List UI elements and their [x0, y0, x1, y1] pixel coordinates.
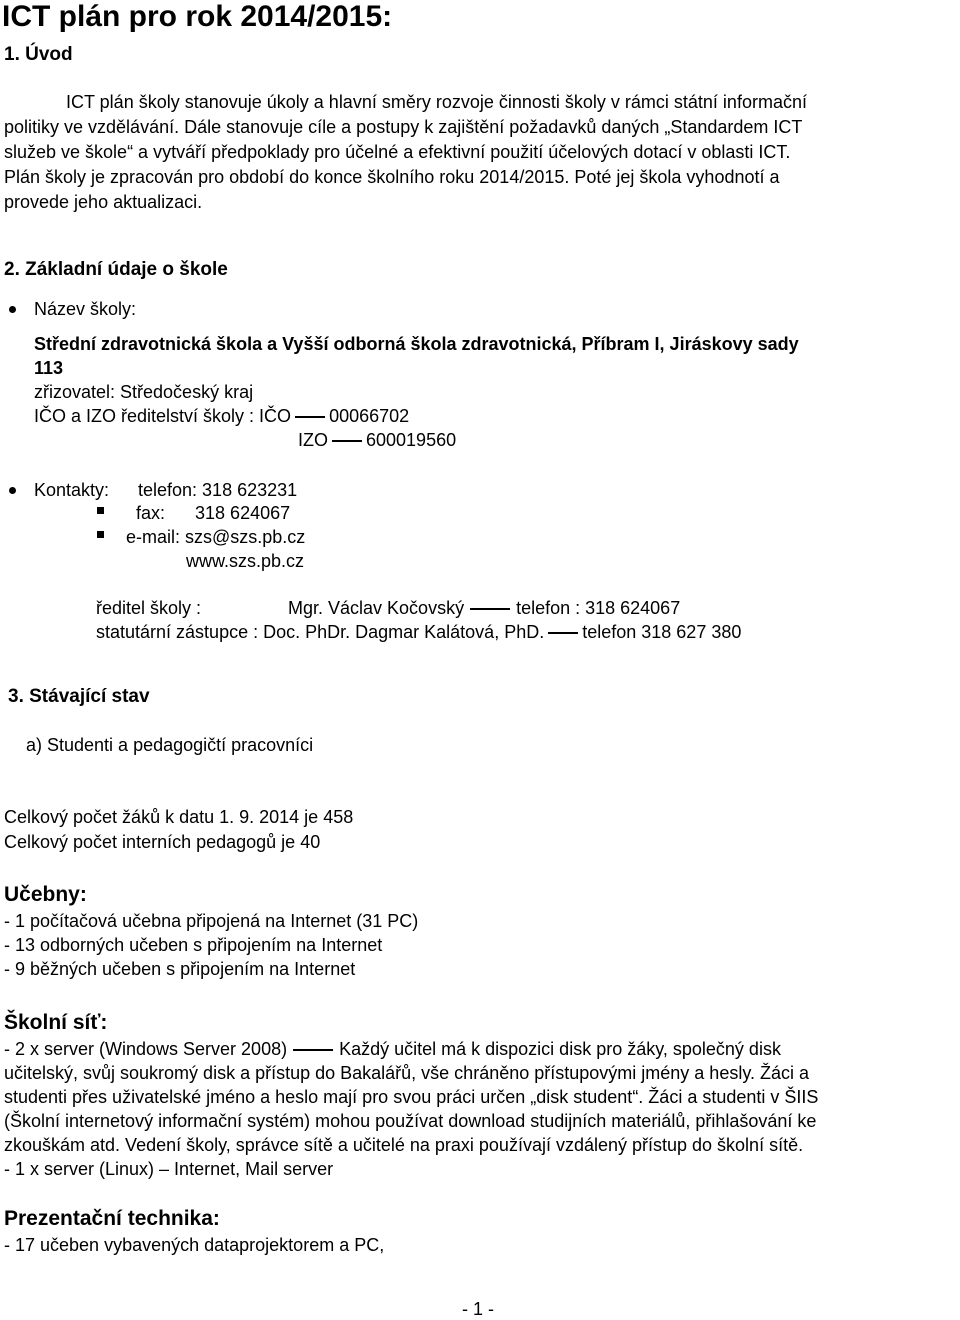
presentation-item-1: - 17 učeben vybavených dataprojektorem a PC, — [4, 1235, 385, 1255]
contact-fax: fax: 318 624067 — [136, 503, 291, 523]
izo-value: 600019560 — [366, 430, 457, 450]
network-line-3: studenti přes uživatelské jméno a heslo mají pro svou práci určen „disk student“. Žáci a studenti v ŠIIS — [4, 1087, 819, 1107]
classrooms-heading: Učebny: — [4, 883, 87, 906]
director-label: ředitel školy : — [96, 598, 202, 618]
square-bullet-icon — [97, 531, 104, 538]
network-server-desc: Každý učitel má k dispozici disk pro žáky, společný disk — [339, 1039, 781, 1059]
square-bullet-icon — [97, 507, 104, 514]
founder: zřizovatel: Středočeský kraj — [34, 382, 254, 402]
network-line-2: učitelský, svůj soukromý disk a přístup do Bakalářů, vše chráněno přístupovými jmény a hesly. Žáci a — [4, 1063, 810, 1083]
student-count: Celkový počet žáků k datu 1. 9. 2014 je 458 — [4, 807, 354, 827]
intro-line-4: Plán školy je zpracován pro období do konce školního roku 2014/2015. Poté jej škola vyhodnotí a — [4, 167, 780, 187]
director-name: Mgr. Václav Kočovský — [288, 598, 465, 618]
teacher-count: Celkový počet interních pedagogů je 40 — [4, 832, 321, 852]
director-row — [288, 597, 680, 619]
section-heading-current-state: 3. Stávající stav — [8, 686, 150, 707]
deputy-name: statutární zástupce : Doc. PhDr. Dagmar Kalátová, PhD. — [96, 622, 545, 642]
izo-row — [298, 429, 456, 451]
presentation-heading: Prezentační technika: — [4, 1207, 220, 1230]
school-name-label: Název školy: — [34, 299, 137, 319]
school-name-line-2: 113 — [34, 358, 64, 378]
intro-line-1: ICT plán školy stanovuje úkoly a hlavní směry rozvoje činnosti školy v rámci státní informační — [66, 92, 807, 112]
section-heading-basic-info: 2. Základní údaje o škole — [4, 259, 228, 280]
network-line-1 — [4, 1038, 781, 1060]
intro-line-2: politiky ve vzdělávání. Dále stanovuje cíle a postupy k zajištění požadavků daných „Standardem ICT — [4, 117, 803, 137]
network-line-6: - 1 x server (Linux) – Internet, Mail server — [4, 1159, 334, 1179]
network-line-4: (Školní internetový informační systém) mohou používat download studijních materiálů, přihlašování ke — [4, 1111, 817, 1131]
contact-email: e-mail: szs@szs.pb.cz — [126, 527, 306, 547]
page-number: - 1 - — [462, 1299, 495, 1319]
dash-separator — [293, 1049, 333, 1051]
classroom-item-2: - 13 odborných učeben s připojením na Internet — [4, 935, 383, 955]
dash-separator — [332, 440, 362, 442]
section-heading-intro: 1. Úvod — [4, 44, 73, 65]
classroom-item-1: - 1 počítačová učebna připojená na Internet (31 PC) — [4, 911, 419, 931]
dash-separator — [295, 416, 325, 418]
network-server-windows: - 2 x server (Windows Server 2008) — [4, 1039, 288, 1059]
subsection-students-staff: a) Studenti a pedagogičtí pracovníci — [26, 735, 314, 755]
ico-value: 00066702 — [329, 406, 410, 426]
contact-phone: telefon: 318 623231 — [138, 480, 298, 500]
contact-web: www.szs.pb.cz — [186, 551, 305, 571]
classroom-item-3: - 9 běžných učeben s připojením na Internet — [4, 959, 356, 979]
contacts-label: Kontakty: — [34, 480, 110, 500]
ico-label: IČO a IZO ředitelství školy : IČO — [34, 406, 292, 426]
school-name-line-1: Střední zdravotnická škola a Vyšší odborná škola zdravotnická, Příbram I, Jiráskovy sady — [34, 334, 799, 354]
network-heading: Školní síť: — [4, 1011, 108, 1034]
bullet-icon — [9, 487, 16, 494]
intro-line-3: služeb ve škole“ a vytváří předpoklady pro účelné a efektivní použití účelových dotací v oblasti ICT. — [4, 142, 791, 162]
deputy-phone: telefon 318 627 380 — [582, 622, 742, 642]
page-title: ICT plán pro rok 2014/2015: — [2, 0, 393, 33]
director-phone: telefon : 318 624067 — [516, 598, 681, 618]
ico-row — [34, 405, 409, 427]
dash-separator — [470, 608, 510, 610]
deputy-row — [96, 621, 741, 643]
network-line-5: zkouškám atd. Vedení školy, správce sítě a učitelé na praxi používají vzdálený přístup do školní sítě. — [4, 1135, 804, 1155]
izo-label: IZO — [298, 430, 328, 450]
bullet-icon — [9, 306, 16, 313]
dash-separator — [548, 632, 578, 634]
intro-line-5: provede jeho aktualizaci. — [4, 192, 203, 212]
